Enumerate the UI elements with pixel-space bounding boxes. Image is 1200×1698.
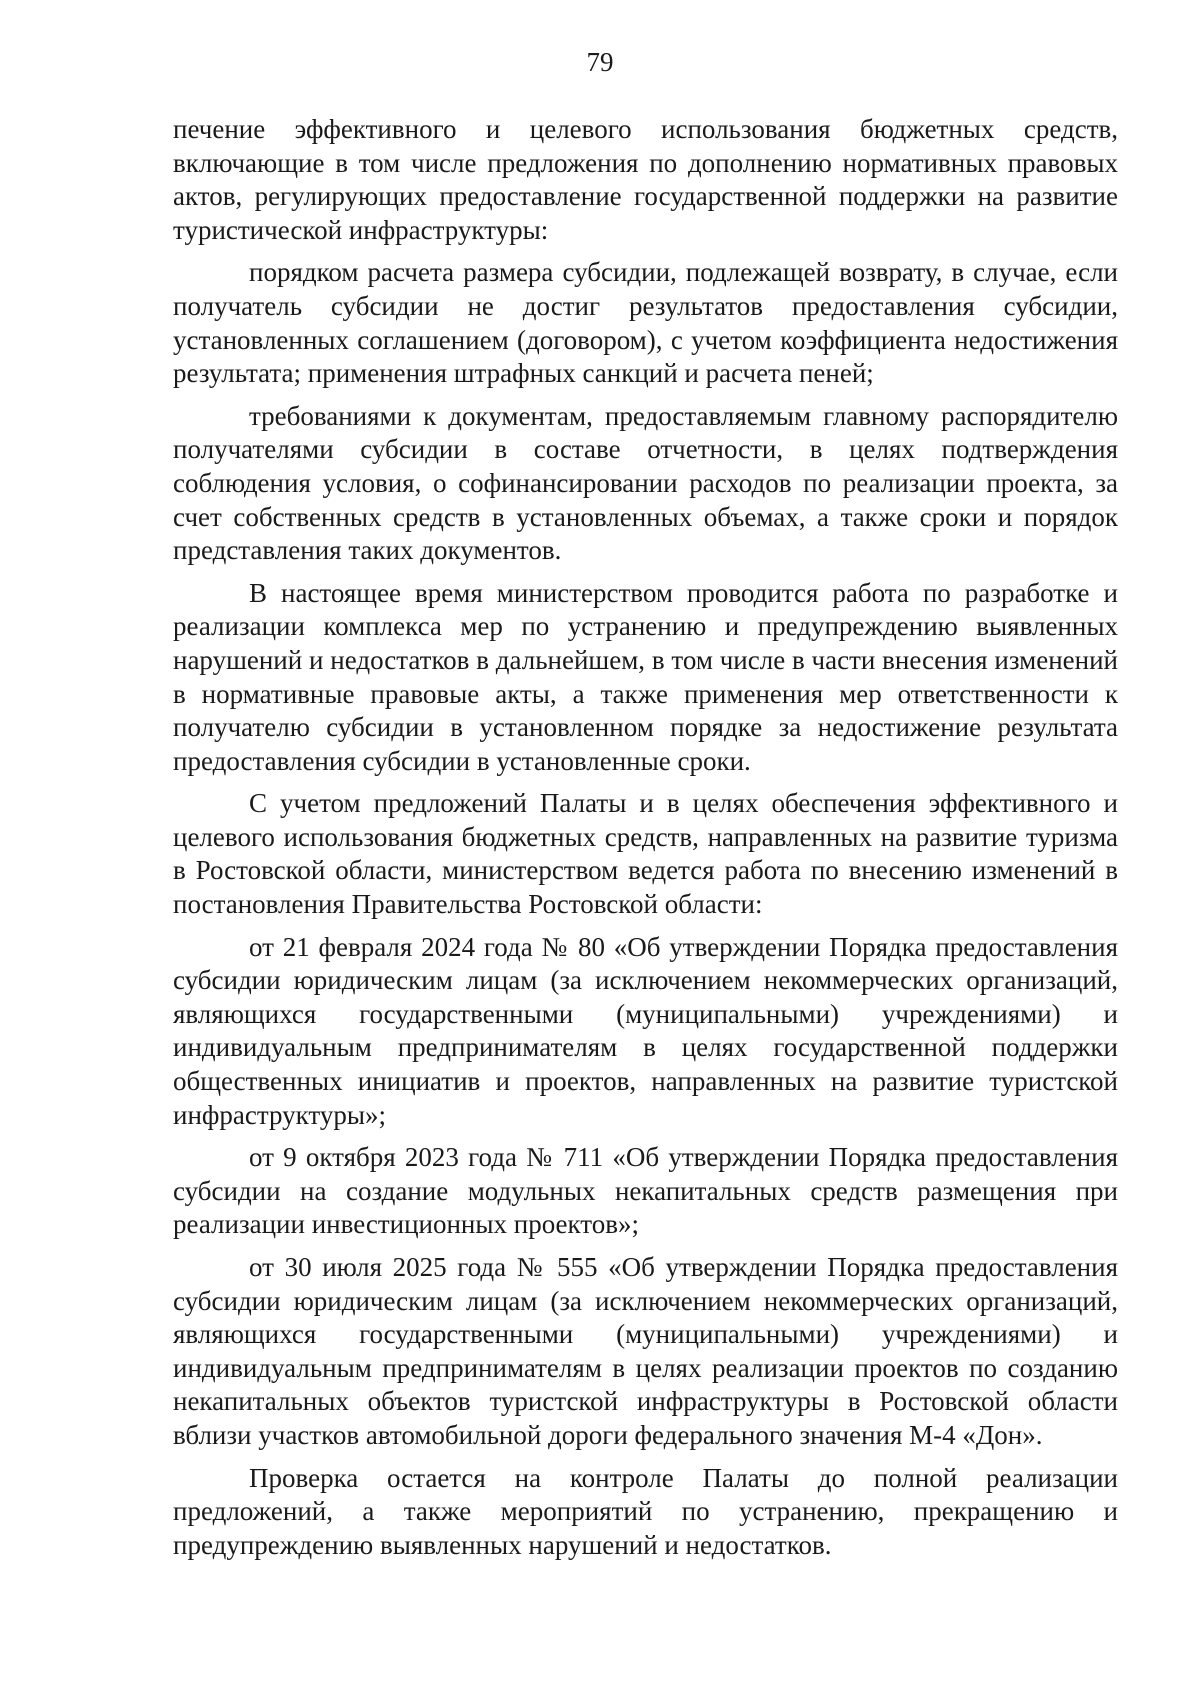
paragraph-ministry-work: В настоящее время министерством проводится работа по разработке и реализации комплекса мер по устранению и предупреждению выявленных нарушений и недостатков в дальнейшем, в том числе в части внесения изменений в нормативные правовые акты, а также применения мер ответственности к получателю субсидии в установленном порядке за недостижение результата предоставления субсидии в установленные сроки. [173, 577, 1118, 776]
paragraph-resolution-555: от 30 июля 2025 года № 555 «Об утверждении Порядка предоставления субсидии юридическим лицам (за исключением некоммерческих организаций, являющихся государственными (муниципальными) учреждениями) и индивидуальным предпринимателям в целях реализации проектов по созданию некапитальных объектов туристской инфраструктуры в Ростовской области вблизи участков автомобильной дороги федерального значения М-4 «Дон». [173, 1252, 1118, 1450]
document-body [173, 113, 1118, 1571]
paragraph-control: Проверка остается на контроле Палаты до полной реализации предложений, а также мероприятий по устранению, прекращению и предупреждению выявленных нарушений и недостатков. [173, 1462, 1118, 1560]
page-number: 79 [586, 47, 614, 77]
paragraph-resolution-711: от 9 октября 2023 года № 711 «Об утверждении Порядка предоставления субсидии на создание модульных некапитальных средств размещения при реализации инвестиционных проектов»; [173, 1142, 1118, 1240]
paragraph-document-requirements: требованиями к документам, предоставляемым главному распорядителю получателями субсидии в составе отчетности, в целях подтверждения соблюдения условия, о софинансировании расходов по реализации проекта, за счет собственных средств в установленных объемах, а также сроки и порядок представления таких документов. [173, 400, 1118, 566]
paragraph-resolution-80: от 21 февраля 2024 года № 80 «Об утверждении Порядка предоставления субсидии юридическим лицам (за исключением некоммерческих организаций, являющихся государственными (муниципальными) учреждениями) и индивидуальным предпринимателям в целях государственной поддержки общественных инициатив и проектов, направленных на развитие туристской инфраструктуры»; [173, 931, 1118, 1130]
paragraph-chamber-proposals: С учетом предложений Палаты и в целях обеспечения эффективного и целевого использования бюджетных средств, направленных на развитие туризма в Ростовской области, министерством ведется работа по внесению изменений в постановления Правительства Ростовской области: [173, 788, 1118, 920]
paragraph-subsidy-refund: порядком расчета размера субсидии, подлежащей возврату, в случае, если получатель субсидии не достиг результатов предоставления субсидии, установленных соглашением (договором), с учетом коэффициента недостижения результата; применения штрафных санкций и расчета пеней; [173, 257, 1118, 389]
paragraph-continuation: печение эффективного и целевого использования бюджетных средств, включающие в том числе предложения по дополнению нормативных правовых актов, регулирующих предоставление государственной поддержки на развитие туристической инфраструктуры: [173, 114, 1118, 245]
